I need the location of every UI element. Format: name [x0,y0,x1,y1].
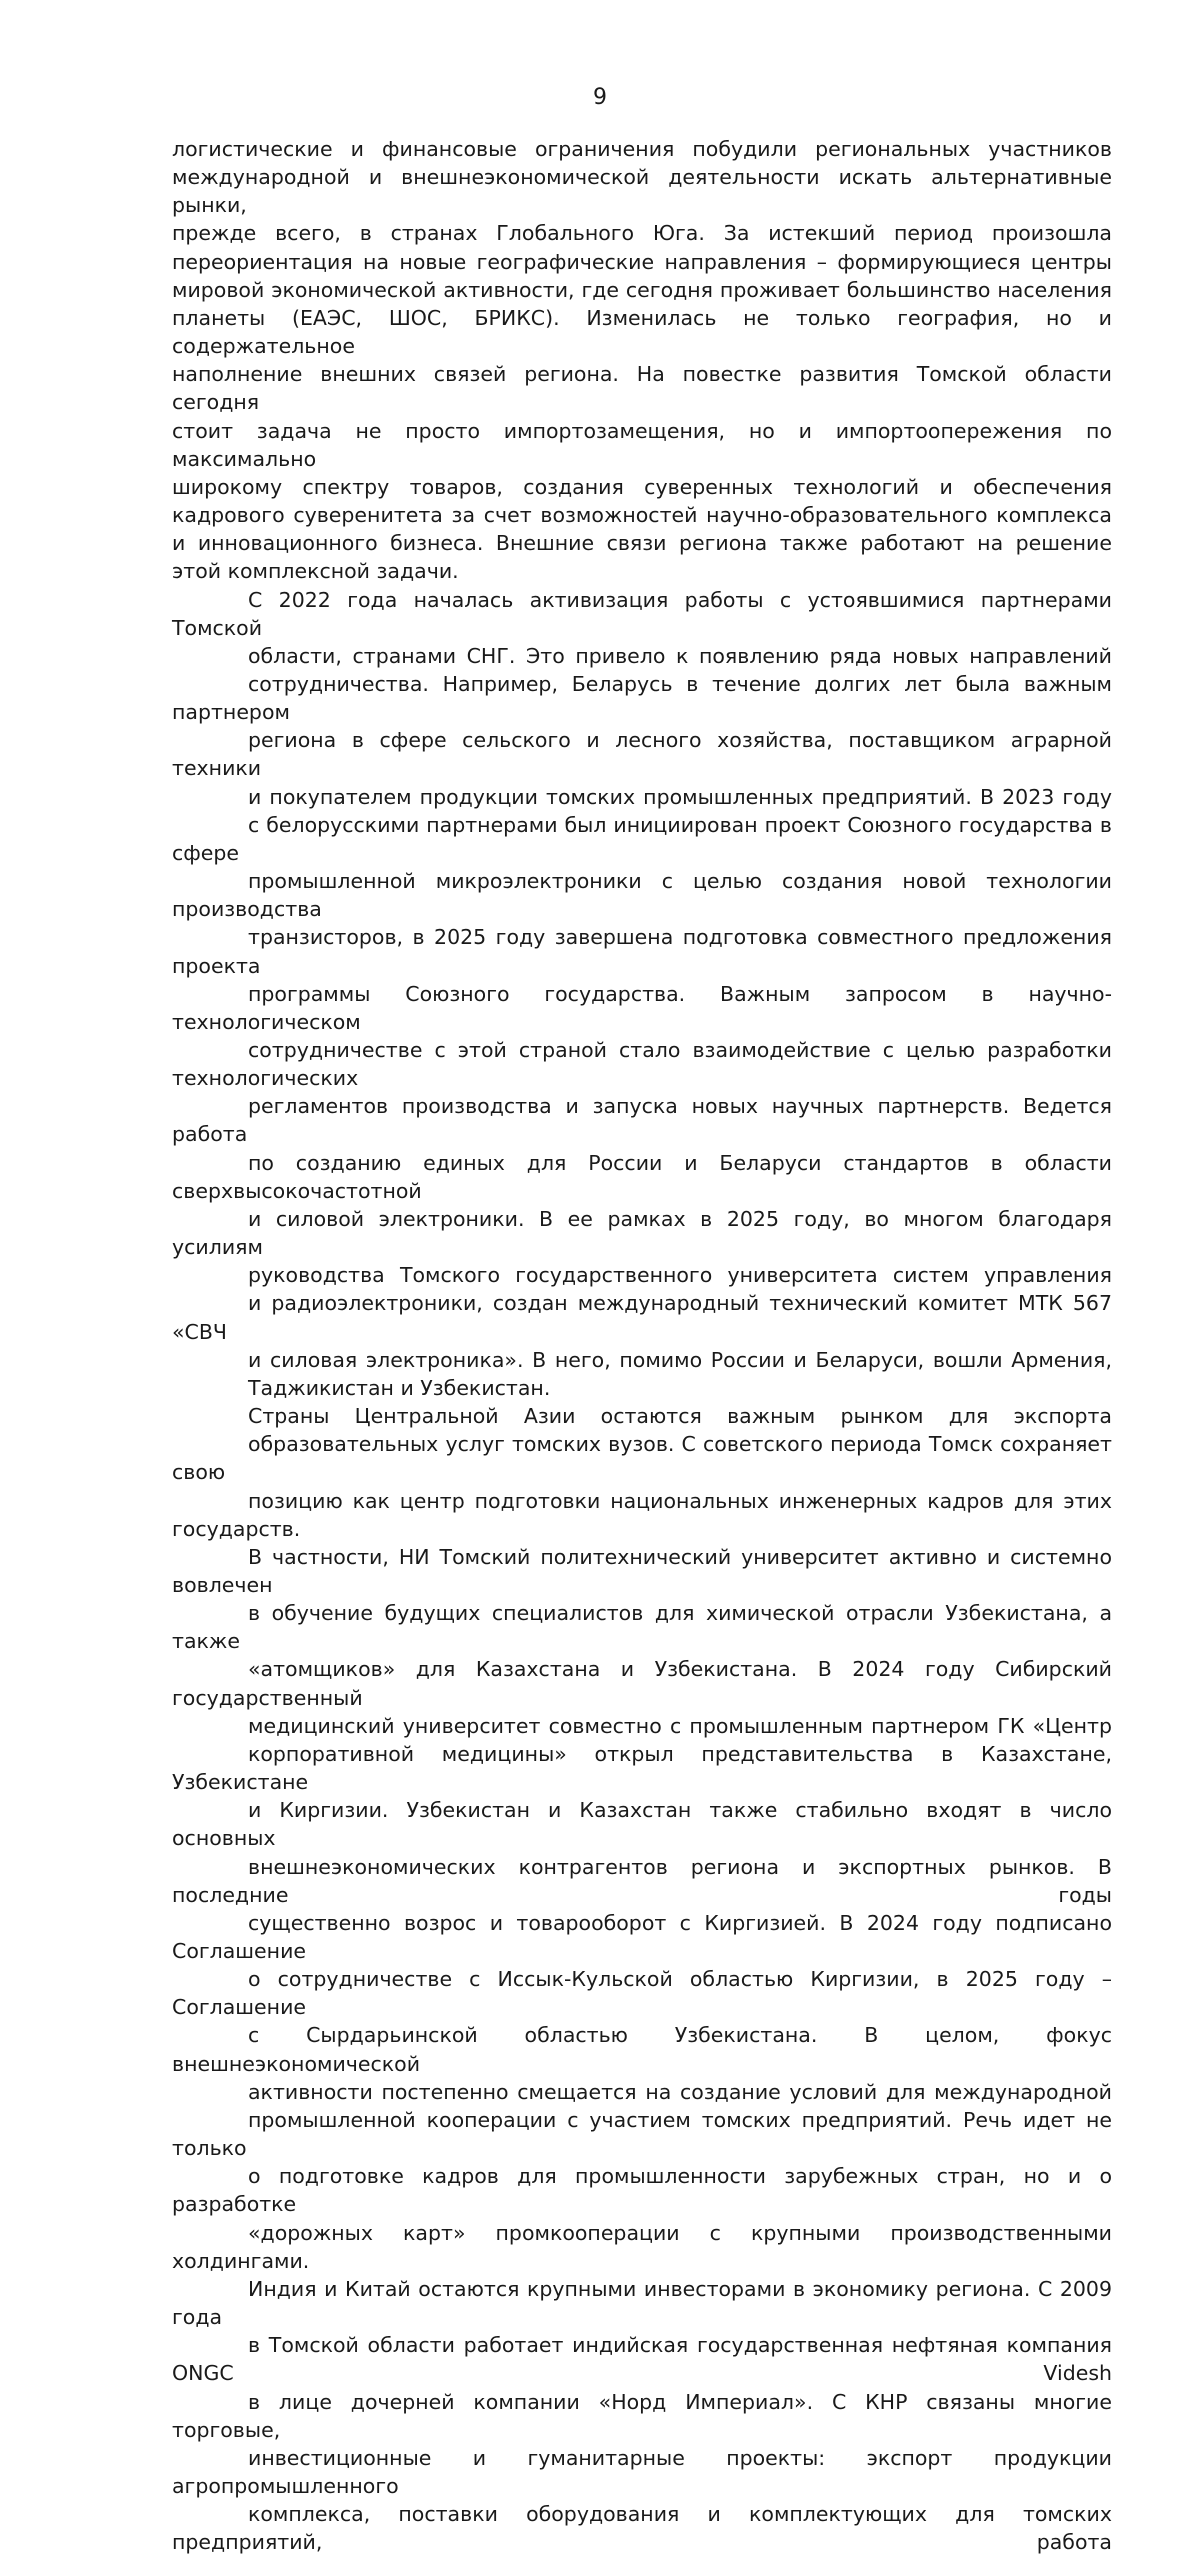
text-line: промышленной кооперации с участием томских предприятий. Речь идет не только [172,2107,1112,2161]
text-line: в Томской области работает индийская государственная нефтяная компания ONGC Videsh [172,2333,1112,2386]
page-number: 9 [593,85,607,110]
text-line: области, странами СНГ. Это привело к появлению ряда новых направлений [248,643,1112,668]
text-line: инвестиционные и гуманитарные проекты: экспорт продукции агропромышленного [172,2445,1112,2498]
text-line: и силовая электроника». В него, помимо России и Беларуси, вошли Армения, [248,1347,1112,1372]
text-line: позицию как центр подготовки национальных инженерных кадров для этих государств. [172,1488,1112,1541]
text-line: и силовой электроники. В ее рамках в 2025 году, во многом благодаря усилиям [172,1206,1112,1260]
text-line: Таджикистан и Узбекистан. [248,1375,551,1400]
text-line: С 2022 года началась активизация работы с устоявшимися партнерами Томской [172,587,1112,640]
text-line: и покупателем продукции томских промышленных предприятий. В 2023 году [248,784,1112,809]
text-line: логистические и финансовые ограничения побудили региональных участников [172,137,1112,161]
text-line: по созданию единых для России и Беларуси стандартов в области сверхвысокочастотной [172,1150,1112,1203]
text-line: и Киргизии. Узбекистан и Казахстан также стабильно входят в число основных [172,1798,1112,1851]
text-line: промышленной микроэлектроники с целью создания новой технологии производства [172,869,1112,922]
text-line: «дорожных карт» промкооперации с крупными производственными холдингами. [172,2220,1112,2273]
text-line: комплекса, поставки оборудования и комплектующих для томских предприятий, работа [172,2502,1112,2555]
text-line: сотрудничества. Например, Беларусь в течение долгих лет была важным партнером [172,671,1112,725]
text-line: транзисторов, в 2025 году завершена подготовка совместного предложения проекта [172,925,1112,978]
text-line: регламентов производства и запуска новых научных партнерств. Ведется работа [172,1094,1112,1147]
text-line: программы Союзного государства. Важным запросом в научно-технологическом [172,981,1112,1034]
text-line: прежде всего, в странах Глобального Юга. За истекший период произошла [172,221,1112,246]
text-line: сотрудничестве с этой страной стало взаимодействие с целью разработки технологических [172,1038,1112,1091]
text-line: региона в сфере сельского и лесного хозяйства, поставщиком аграрной техники [172,728,1112,781]
text-line: активности постепенно смещается на создание условий для международной [248,2079,1112,2104]
paragraph [172,135,1112,586]
text-line: руководства Томского государственного университета систем управления [248,1263,1112,1288]
text-line: корпоративной медицины» открыл представительства в Казахстане, Узбекистане [172,1741,1112,1795]
text-line: в обучение будущих специалистов для химической отрасли Узбекистана, а также [172,1601,1112,1654]
text-line: переориентация на новые географические направления – формирующиеся центры [172,249,1112,274]
text-line: Индия и Китай остаются крупными инвесторами в экономику региона. С 2009 года [172,2276,1112,2330]
text-line: наполнение внешних связей региона. На повестке развития Томской области сегодня [172,362,1112,415]
text-line: с Сырдарьинской областью Узбекистана. В целом, фокус внешнеэкономической [172,2023,1112,2076]
text-line: стоит задача не просто импортозамещения, но и импортоопережения по максимально [172,418,1112,471]
paragraph [172,2275,1112,2556]
paragraph [172,586,1112,1403]
text-line: медицинский университет совместно с промышленным партнером ГК «Центр [248,1713,1112,1738]
text-line: и инновационного бизнеса. Внешние связи региона также работают на решение [172,531,1112,556]
text-line: Страны Центральной Азии остаются важным рынком для экспорта [248,1404,1112,1429]
text-line: «атомщиков» для Казахстана и Узбекистана. В 2024 году Сибирский государственный [172,1657,1112,1710]
text-line: международной и внешнеэкономической деятельности искать альтернативные рынки, [172,165,1112,218]
text-line: планеты (ЕАЭС, ШОС, БРИКС). Изменилась не только география, но и содержательное [172,305,1112,359]
text-line: внешнеэкономических контрагентов региона и экспортных рынков. В последние годы [172,1854,1112,1907]
text-line: о сотрудничестве с Иссык-Кульской областью Киргизии, в 2025 году – Соглашение [172,1967,1112,2020]
text-line: этой комплексной задачи. [172,559,459,584]
text-line: широкому спектру товаров, создания суверенных технологий и обеспечения [172,474,1112,499]
text-line: мировой экономической активности, где сегодня проживает большинство населения [172,277,1112,302]
text-line: в лице дочерней компании «Норд Империал». С КНР связаны многие торговые, [172,2389,1112,2442]
text-line: о подготовке кадров для промышленности зарубежных стран, но и о разработке [172,2164,1112,2217]
text-line: с белорусскими партнерами был инициирован проект Союзного государства в сфере [172,812,1112,865]
text-line: существенно возрос и товарооборот с Киргизией. В 2024 году подписано Соглашение [172,1910,1112,1963]
text-line: В частности, НИ Томский политехнический университет активно и системно вовлечен [172,1544,1112,1597]
text-line: образовательных услуг томских вузов. С советского периода Томск сохраняет свою [172,1432,1112,1485]
text-line: кадрового суверенитета за счет возможностей научно-образовательного комплекса [172,503,1112,528]
document-body [172,135,1112,2556]
paragraph [172,1402,1112,2275]
text-line: и радиоэлектроники, создан международный технический комитет МТК 567 «СВЧ [172,1291,1112,1344]
